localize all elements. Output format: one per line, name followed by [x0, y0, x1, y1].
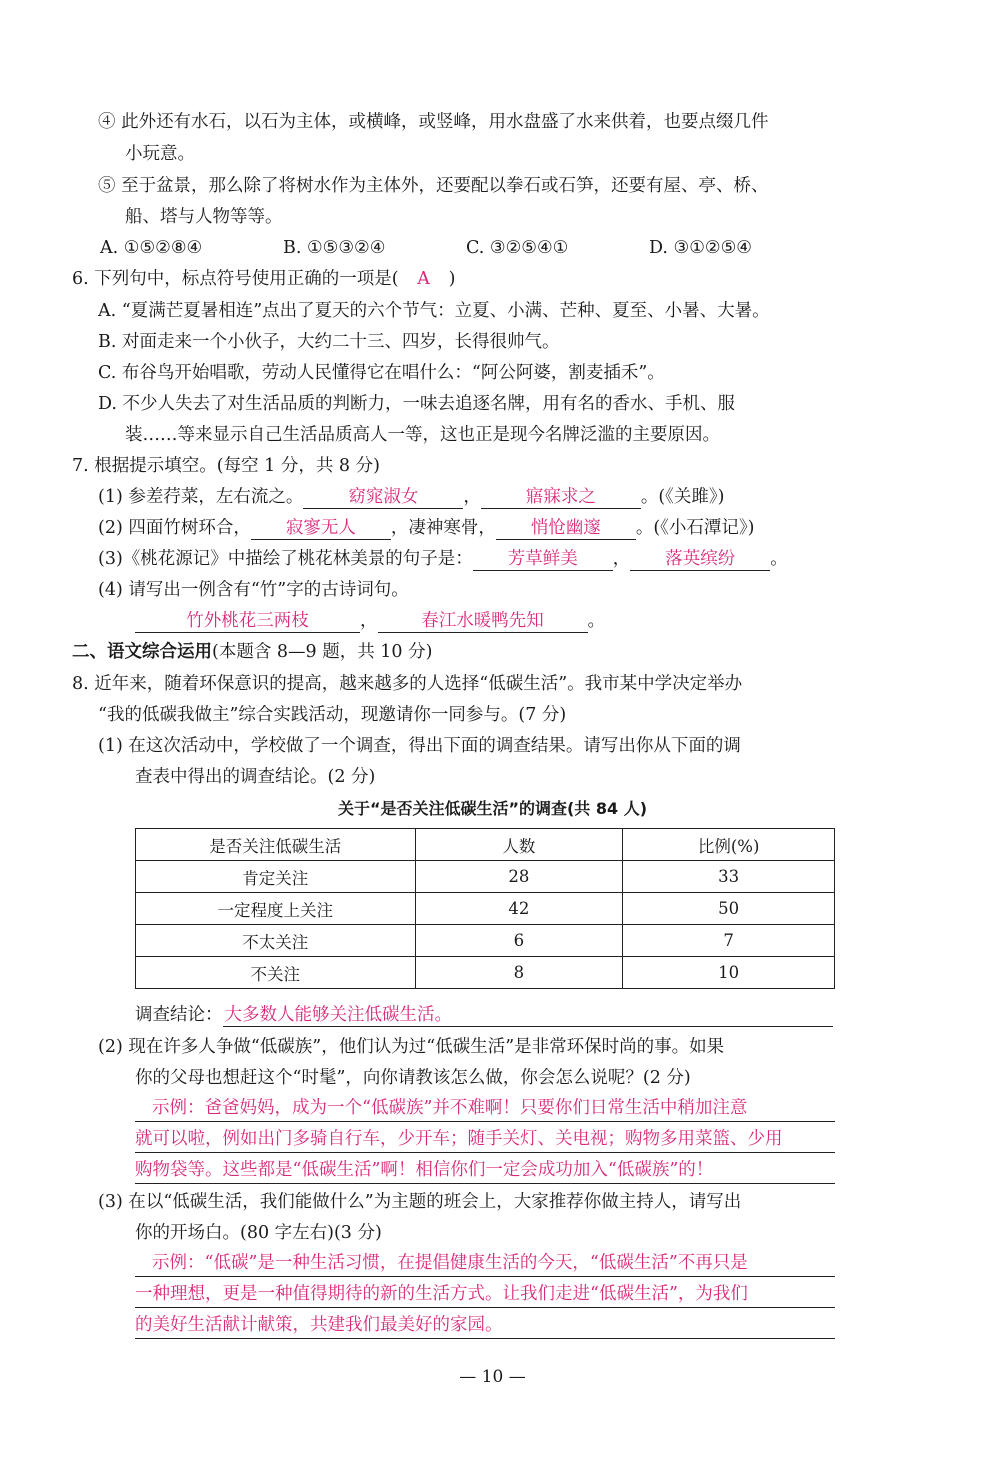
table-cell: 不太关注 — [136, 925, 416, 957]
answer-underline — [135, 1307, 835, 1308]
q7-p3-answer2: 落英缤纷 — [630, 548, 770, 571]
table-cell: 50 — [623, 893, 835, 925]
q7-p4-answer2: 春江水暖鸭先知 — [378, 610, 588, 633]
q8-stem-line2: “我的低碳我做主”综合实践活动，现邀请你一同参与。(7 分) — [98, 705, 567, 725]
q7-p2-pre: (2) 四面竹树环合， — [98, 518, 251, 538]
q5-option-d: D. ③①②⑤④ — [649, 238, 752, 258]
table-cell: 33 — [623, 861, 835, 893]
page-number: — 10 — — [459, 1367, 526, 1387]
q7-p1-answer1: 窈窕淑女 — [303, 486, 463, 509]
q8-p2-line1: (2) 现在许多人争做“低碳族”，他们认为过“低碳生活”是非常环保时尚的事。如果 — [98, 1037, 725, 1057]
answer-underline — [135, 1152, 835, 1153]
q6-option-d-line1: D. 不少人失去了对生活品质的判断力，一味去追逐名牌，用有名的香水、手机、服 — [98, 394, 736, 414]
table-cell: 42 — [415, 893, 623, 925]
table-cell: 28 — [415, 861, 623, 893]
conclusion-answer: 大多数人能够关注低碳生活。 — [223, 1004, 833, 1027]
table-header-cell: 是否关注低碳生活 — [136, 829, 416, 861]
q7-part1 — [98, 485, 725, 509]
q7-part4-answer — [135, 609, 605, 633]
q6-option-b: B. 对面走来一个小伙子，大约二十三、四岁，长得很帅气。 — [98, 332, 560, 352]
q7-p4-answer1: 竹外桃花三两枝 — [135, 610, 360, 633]
q8-conclusion — [135, 1003, 833, 1027]
table-row — [136, 861, 835, 893]
q5-item4-line2: 小玩意。 — [125, 144, 195, 164]
q7-p2-answer1: 寂寥无人 — [251, 517, 391, 540]
table-cell: 8 — [415, 957, 623, 989]
q7-p4-post: 。 — [587, 611, 605, 631]
q8-stem-line1: 8. 近年来，随着环保意识的提高，越来越多的人选择“低碳生活”。我市某中学决定举办 — [72, 674, 743, 694]
q6-option-a: A. “夏满芒夏暑相连”点出了夏天的六个节气：立夏、小满、芒种、夏至、小暑、大暑。 — [98, 301, 770, 321]
table-row — [136, 925, 835, 957]
q7-p3-post: 。 — [770, 549, 788, 569]
q5-option-c: C. ③②⑤④① — [466, 238, 569, 258]
q7-p1-post: 。(《关雎》) — [640, 487, 725, 507]
q8-p2-line2: 你的父母也想赶这个“时髦”，向你请教该怎么做，你会怎么说呢？(2 分) — [135, 1068, 691, 1088]
table-header-row — [136, 829, 835, 861]
conclusion-label: 调查结论： — [135, 1005, 223, 1025]
answer-underline — [135, 1338, 835, 1339]
q5-option-b: B. ①⑤③②④ — [283, 238, 386, 258]
q7-stem: 7. 根据提示填空。(每空 1 分，共 8 分) — [72, 456, 380, 476]
answer-underline — [135, 1276, 835, 1277]
q5-item5-line2: 船、塔与人物等等。 — [125, 207, 283, 227]
table-cell: 不关注 — [136, 957, 416, 989]
q6-stem-pre: 6. 下列句中，标点符号使用正确的一项是( — [72, 269, 399, 289]
q8-p3-answer-line2: 一种理想，更是一种值得期待的新的生活方式。让我们走进“低碳生活”，为我们 — [135, 1284, 748, 1304]
q8-p3-line1: (3) 在以“低碳生活，我们能做什么”为主题的班会上，大家推荐你做主持人，请写出 — [98, 1192, 742, 1212]
q7-p1-answer2: 寤寐求之 — [481, 486, 641, 509]
table-cell: 10 — [623, 957, 835, 989]
q8-p1-line1: (1) 在这次活动中，学校做了一个调查，得出下面的调查结果。请写出你从下面的调 — [98, 736, 741, 756]
q6-option-c: C. 布谷鸟开始唱歌，劳动人民懂得它在唱什么：“阿公阿婆，割麦插禾”。 — [98, 363, 665, 383]
q7-p2-post: 。(《小石潭记》) — [635, 518, 755, 538]
table-cell: 6 — [415, 925, 623, 957]
q7-p2-answer2: 悄怆幽邃 — [496, 517, 636, 540]
section2-title-rest: (本题含 8—9 题，共 10 分) — [212, 642, 433, 662]
q7-part2 — [98, 516, 755, 540]
table-row — [136, 957, 835, 989]
q7-p3-mid: ， — [612, 549, 631, 569]
section2-title — [72, 640, 432, 664]
table-row — [136, 893, 835, 925]
q8-p2-answer-line3: 购物袋等。这些都是“低碳生活”啊！相信你们一定会成功加入“低碳族”的！ — [135, 1160, 714, 1180]
q8-p2-answer-line1: 示例：爸爸妈妈，成为一个“低碳族”并不难啊！只要你们日常生活中稍加注意 — [152, 1098, 748, 1118]
q6-option-d-line2: 装……等来显示自己生活品质高人一等，这也正是现今名牌泛滥的主要原因。 — [125, 425, 720, 445]
q7-part3 — [98, 547, 788, 571]
q6-stem — [72, 267, 455, 291]
table-cell: 一定程度上关注 — [136, 893, 416, 925]
q7-p3-answer1: 芳草鲜美 — [473, 548, 613, 571]
table-header-cell: 比例(%) — [623, 829, 835, 861]
answer-underline — [135, 1183, 835, 1184]
survey-table — [135, 828, 835, 989]
table-cell: 7 — [623, 925, 835, 957]
q8-p1-line2: 查表中得出的调查结论。(2 分) — [135, 767, 376, 787]
q8-p3-answer-line3: 的美好生活献计献策，共建我们最美好的家园。 — [135, 1315, 503, 1335]
q6-answer: A — [417, 269, 430, 289]
q5-item5-line1: ⑤ 至于盆景，那么除了将树水作为主体外，还要配以拳石或石笋，还要有屋、亭、桥、 — [98, 176, 769, 196]
q7-p1-mid: ， — [463, 487, 481, 507]
table-cell: 肯定关注 — [136, 861, 416, 893]
q5-item4-line1: ④ 此外还有水石，以石为主体，或横峰，或竖峰，用水盘盛了水来供着，也要点缀几件 — [98, 112, 769, 132]
survey-table-title: 关于“是否关注低碳生活”的调查(共 84 人) — [337, 799, 648, 818]
q5-option-a: A. ①⑤②⑧④ — [100, 238, 203, 258]
q7-p4-mid: ， — [360, 611, 378, 631]
q7-p1-pre: (1) 参差荇菜，左右流之。 — [98, 487, 304, 507]
q7-part4-stem: (4) 请写出一例含有“竹”字的古诗词句。 — [98, 580, 409, 600]
q7-p3-pre: (3)《桃花源记》中描绘了桃花林美景的句子是： — [98, 549, 473, 569]
table-header-cell: 人数 — [415, 829, 623, 861]
q6-stem-post: ) — [448, 269, 456, 289]
q8-p3-line2: 你的开场白。(80 字左右)(3 分) — [135, 1223, 382, 1243]
answer-underline — [135, 1121, 835, 1122]
q8-p2-answer-line2: 就可以啦，例如出门多骑自行车，少开车；随手关灯、关电视；购物多用菜篮、少用 — [135, 1129, 783, 1149]
q8-p3-answer-line1: 示例：“低碳”是一种生活习惯，在提倡健康生活的今天，“低碳生活”不再只是 — [152, 1253, 748, 1273]
section2-title-bold: 二、语文综合运用 — [72, 642, 212, 662]
q7-p2-mid: ，凄神寒骨， — [390, 518, 496, 538]
